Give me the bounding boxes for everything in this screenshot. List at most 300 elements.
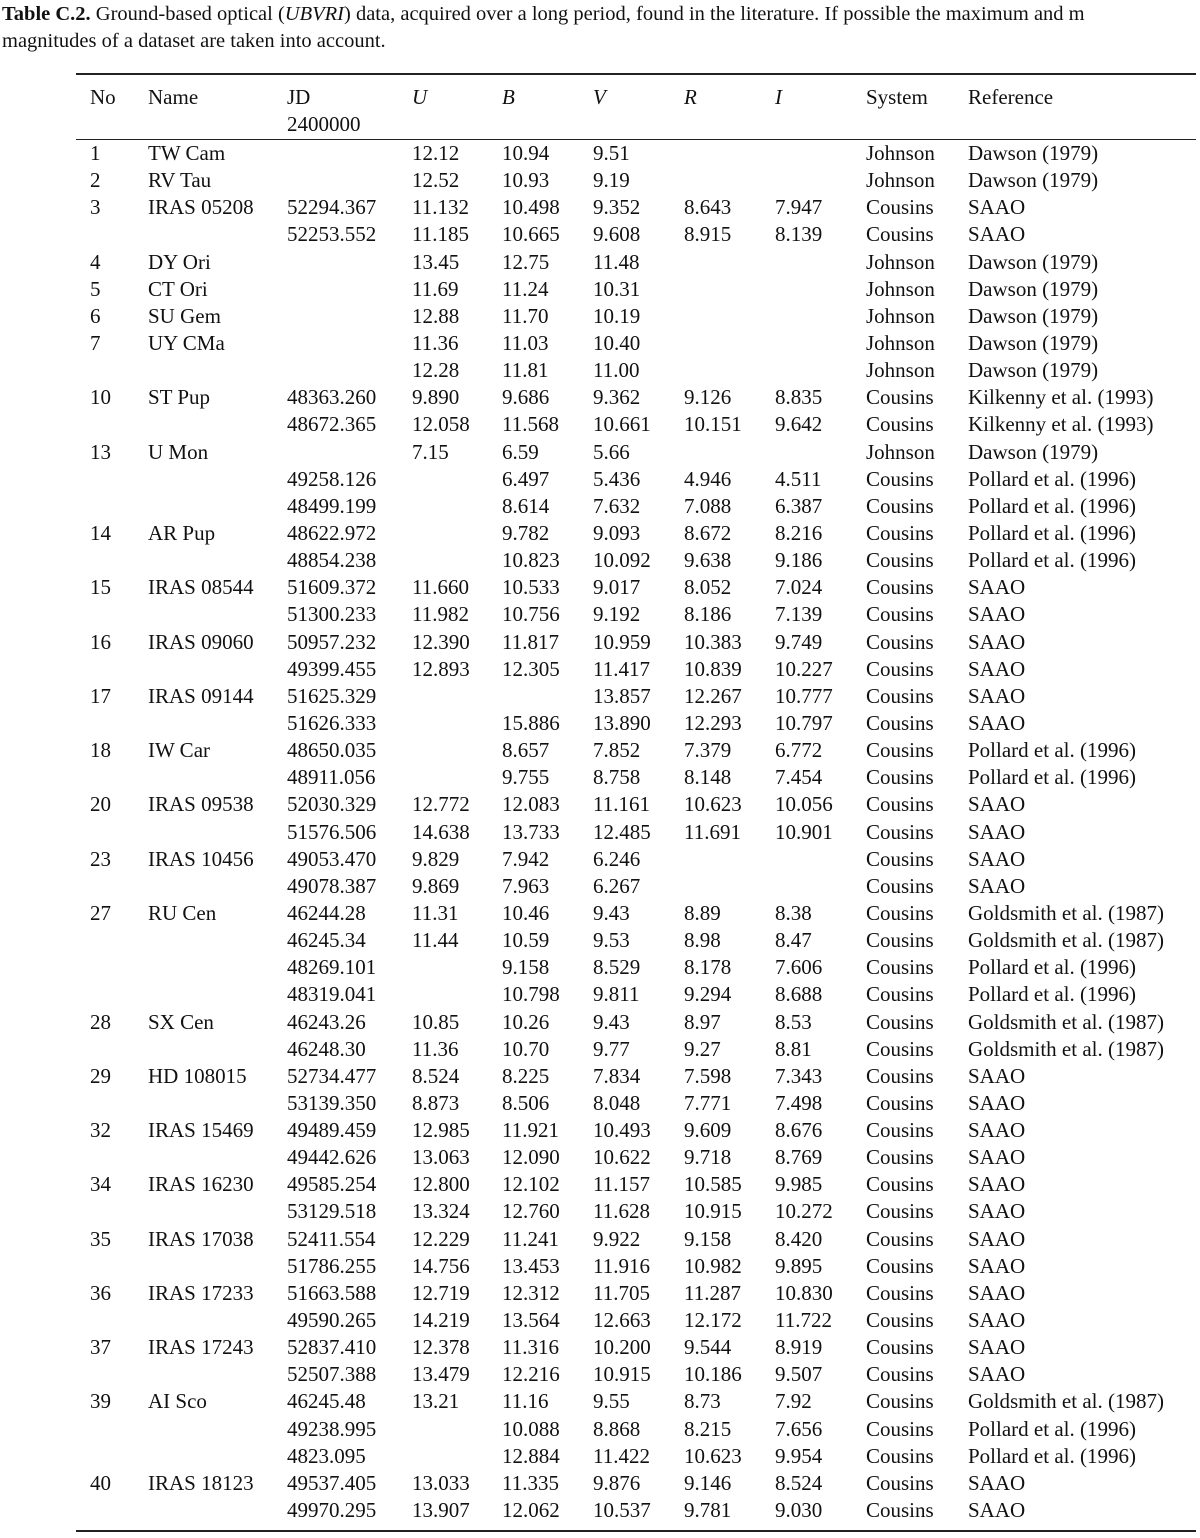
cell-u: 14.756	[412, 1253, 470, 1278]
cell-r: 8.97	[684, 1009, 721, 1034]
cell-reference: Goldsmith et al. (1987)	[968, 900, 1164, 925]
cell-b: 11.03	[502, 330, 549, 355]
cell-u: 13.21	[412, 1389, 460, 1414]
cell-jd: 51625.329	[287, 683, 377, 708]
cell-b: 12.216	[502, 1362, 560, 1387]
cell-r: 9.781	[684, 1498, 732, 1523]
cell-v: 7.632	[593, 493, 641, 518]
cell-r: 8.73	[684, 1389, 721, 1414]
cell-r: 11.691	[684, 819, 741, 844]
cell-name	[148, 1416, 287, 1443]
cell-i: 8.216	[775, 520, 823, 545]
cell-i: 7.454	[775, 765, 823, 790]
cell-no: 14	[90, 520, 111, 545]
table-row	[76, 1144, 1196, 1171]
cell-system: Cousins	[866, 955, 934, 980]
cell-no: 35	[90, 1226, 111, 1251]
cell-system: Johnson	[866, 303, 935, 328]
table-row	[76, 303, 1196, 330]
cell-b: 6.59	[502, 439, 539, 464]
cell-i	[775, 873, 866, 900]
cell-r	[684, 303, 775, 330]
cell-i: 7.024	[775, 575, 823, 600]
cell-system: Johnson	[866, 330, 935, 355]
cell-system: Cousins	[866, 1362, 934, 1387]
cell-v: 9.876	[593, 1470, 641, 1495]
cell-no	[76, 1416, 148, 1443]
cell-i: 10.777	[775, 683, 833, 708]
cell-no: 15	[90, 575, 111, 600]
cell-v: 10.40	[593, 330, 641, 355]
cell-no	[76, 981, 148, 1008]
cell-no: 28	[90, 1009, 111, 1034]
cell-i: 9.507	[775, 1362, 823, 1387]
cell-u: 12.378	[412, 1335, 470, 1360]
cell-v: 13.890	[593, 710, 651, 735]
cell-b: 6.497	[502, 466, 550, 491]
cell-jd: 49238.995	[287, 1416, 377, 1441]
cell-b: 12.760	[502, 1199, 560, 1224]
cell-jd: 46245.48	[287, 1389, 366, 1414]
cell-r: 12.293	[684, 710, 742, 735]
cell-jd: 46243.26	[287, 1009, 366, 1034]
table-row	[76, 167, 1196, 194]
cell-i	[775, 140, 866, 167]
table-row	[76, 1036, 1196, 1063]
cell-name	[148, 656, 287, 683]
cell-i: 10.830	[775, 1280, 833, 1305]
cell-reference: SAAO	[968, 1280, 1026, 1305]
table-row	[76, 221, 1196, 248]
cell-i: 6.772	[775, 738, 823, 763]
cell-name	[148, 1090, 287, 1117]
cell-b: 12.090	[502, 1145, 560, 1170]
cell-system: Cousins	[866, 1389, 934, 1414]
cell-reference: SAAO	[968, 1118, 1026, 1143]
cell-reference: SAAO	[968, 1090, 1026, 1115]
cell-reference: SAAO	[968, 1470, 1026, 1495]
cell-i: 8.38	[775, 900, 812, 925]
cell-system: Cousins	[866, 629, 934, 654]
cell-no	[76, 764, 148, 791]
cell-r: 10.151	[684, 412, 742, 437]
cell-no: 27	[90, 900, 111, 925]
cell-system: Cousins	[866, 1498, 934, 1523]
cell-jd: 48672.365	[287, 412, 377, 437]
cell-name	[148, 764, 287, 791]
cell-name: AR Pup	[148, 520, 216, 545]
cell-system: Cousins	[866, 1009, 934, 1034]
cell-system: Cousins	[866, 1253, 934, 1278]
cell-r: 10.186	[684, 1362, 742, 1387]
cell-jd: 46248.30	[287, 1036, 366, 1061]
cell-u	[412, 520, 502, 547]
cell-no	[76, 1497, 148, 1524]
cell-system: Cousins	[866, 1280, 934, 1305]
cell-reference: SAAO	[968, 222, 1026, 247]
cell-v: 10.092	[593, 548, 651, 573]
cell-v: 9.093	[593, 520, 641, 545]
cell-name: IRAS 15469	[148, 1118, 254, 1143]
header-reference: Reference	[968, 85, 1054, 109]
cell-jd: 49053.470	[287, 846, 377, 871]
cell-reference: SAAO	[968, 710, 1026, 735]
cell-no: 1	[90, 141, 101, 165]
cell-u	[412, 547, 502, 574]
cell-i: 8.81	[775, 1036, 812, 1061]
cell-reference: SAAO	[968, 629, 1026, 654]
cell-u: 12.52	[412, 168, 460, 193]
cell-u: 10.85	[412, 1009, 460, 1034]
cell-name: HD 108015	[148, 1063, 247, 1088]
cell-jd: 49489.459	[287, 1118, 377, 1143]
cell-u	[412, 764, 502, 791]
cell-u	[412, 710, 502, 737]
cell-name: RV Tau	[148, 168, 212, 193]
cell-r: 7.771	[684, 1090, 732, 1115]
cell-no: 34	[90, 1172, 111, 1197]
cell-jd: 49585.254	[287, 1172, 377, 1197]
cell-system: Cousins	[866, 1443, 934, 1468]
cell-reference: Pollard et al. (1996)	[968, 765, 1136, 790]
cell-name	[148, 357, 287, 384]
cell-jd: 46244.28	[287, 900, 366, 925]
cell-b: 10.823	[502, 548, 560, 573]
cell-no	[76, 656, 148, 683]
table-row	[76, 1361, 1196, 1388]
caption-text-b: ) data, acquired over a long period, found in the literature. If possible the maximum and m	[344, 3, 1085, 25]
cell-u: 11.31	[412, 900, 459, 925]
cell-b: 9.158	[502, 955, 550, 980]
cell-jd: 52507.388	[287, 1362, 377, 1387]
cell-system: Johnson	[866, 439, 935, 464]
cell-no	[76, 1198, 148, 1225]
cell-u: 12.28	[412, 358, 460, 383]
cell-system: Johnson	[866, 276, 935, 301]
cell-i: 6.387	[775, 493, 823, 518]
cell-u	[412, 737, 502, 764]
cell-b: 10.59	[502, 928, 550, 953]
cell-v: 10.200	[593, 1335, 651, 1360]
table-row	[76, 1497, 1196, 1524]
cell-u: 13.479	[412, 1362, 470, 1387]
cell-b: 11.568	[502, 412, 559, 437]
cell-v: 11.417	[593, 656, 650, 681]
cell-system: Cousins	[866, 683, 934, 708]
table-row	[76, 683, 1196, 710]
table-row	[76, 1009, 1196, 1036]
cell-reference: Pollard et al. (1996)	[968, 466, 1136, 491]
cell-r: 9.158	[684, 1226, 732, 1251]
table-row	[76, 791, 1196, 818]
cell-b: 11.921	[502, 1118, 559, 1143]
cell-b: 10.26	[502, 1009, 550, 1034]
cell-system: Cousins	[866, 656, 934, 681]
cell-b: 10.665	[502, 222, 560, 247]
cell-i: 8.139	[775, 222, 823, 247]
cell-v: 10.915	[593, 1362, 651, 1387]
cell-u: 12.12	[412, 141, 460, 165]
cell-name: IW Car	[148, 738, 211, 763]
header-b: B	[502, 85, 515, 109]
cell-i: 8.769	[775, 1145, 823, 1170]
cell-system: Cousins	[866, 195, 934, 220]
caption-line-2: magnitudes of a dataset are taken into account.	[2, 30, 386, 52]
cell-b: 11.70	[502, 303, 549, 328]
cell-u: 11.185	[412, 222, 469, 247]
cell-system: Johnson	[866, 168, 935, 193]
cell-system: Cousins	[866, 1036, 934, 1061]
cell-system: Cousins	[866, 385, 934, 410]
cell-reference: Kilkenny et al. (1993)	[968, 385, 1154, 410]
cell-no: 2	[90, 168, 101, 193]
cell-i: 7.343	[775, 1063, 823, 1088]
cell-no	[76, 411, 148, 438]
cell-b: 8.657	[502, 738, 550, 763]
cell-reference: Goldsmith et al. (1987)	[968, 928, 1164, 953]
cell-reference: SAAO	[968, 195, 1026, 220]
table-row	[76, 601, 1196, 628]
cell-b: 11.316	[502, 1335, 559, 1360]
cell-r: 8.915	[684, 222, 732, 247]
cell-name	[148, 1497, 287, 1524]
table-row	[76, 1253, 1196, 1280]
cell-system: Cousins	[866, 1172, 934, 1197]
cell-v: 9.811	[593, 982, 640, 1007]
table-row	[76, 819, 1196, 846]
cell-i	[775, 439, 866, 466]
cell-u: 9.829	[412, 846, 460, 871]
cell-name	[148, 954, 287, 981]
cell-name: IRAS 16230	[148, 1172, 254, 1197]
cell-b: 11.16	[502, 1389, 549, 1414]
cell-u: 8.873	[412, 1090, 460, 1115]
table-body	[76, 140, 1196, 1524]
cell-i: 7.947	[775, 195, 823, 220]
cell-jd: 53129.518	[287, 1199, 377, 1224]
cell-reference: Dawson (1979)	[968, 439, 1099, 464]
cell-reference: Dawson (1979)	[968, 303, 1099, 328]
cell-v: 11.157	[593, 1172, 650, 1197]
cell-r	[684, 439, 775, 466]
cell-v: 9.55	[593, 1389, 630, 1414]
cell-b: 8.225	[502, 1063, 550, 1088]
cell-reference: SAAO	[968, 1226, 1026, 1251]
cell-jd: 46245.34	[287, 928, 366, 953]
cell-v: 8.868	[593, 1416, 641, 1441]
cell-r: 12.172	[684, 1308, 742, 1333]
cell-b: 13.453	[502, 1253, 560, 1278]
cell-system: Cousins	[866, 1308, 934, 1333]
cell-reference: SAAO	[968, 846, 1026, 871]
cell-reference: SAAO	[968, 792, 1026, 817]
cell-v: 8.758	[593, 765, 641, 790]
cell-name	[148, 1253, 287, 1280]
cell-r: 7.598	[684, 1063, 732, 1088]
cell-name: ST Pup	[148, 385, 211, 410]
header-no: No	[90, 85, 116, 109]
cell-b: 8.506	[502, 1090, 550, 1115]
cell-r: 10.915	[684, 1199, 742, 1224]
cell-v: 12.663	[593, 1308, 651, 1333]
cell-r: 10.383	[684, 629, 742, 654]
table-row	[76, 1334, 1196, 1361]
cell-r: 8.89	[684, 900, 721, 925]
cell-name	[148, 601, 287, 628]
cell-u: 12.229	[412, 1226, 470, 1251]
table-row	[76, 1416, 1196, 1443]
cell-u: 12.772	[412, 792, 470, 817]
cell-system: Cousins	[866, 982, 934, 1007]
cell-jd	[287, 357, 412, 384]
cell-i: 10.056	[775, 792, 833, 817]
cell-r: 9.294	[684, 982, 732, 1007]
cell-name: SX Cen	[148, 1009, 214, 1034]
cell-u: 13.907	[412, 1498, 470, 1523]
table-row	[76, 1063, 1196, 1090]
cell-r	[684, 249, 775, 276]
cell-system: Cousins	[866, 1470, 934, 1495]
cell-u: 13.324	[412, 1199, 470, 1224]
cell-system: Cousins	[866, 1090, 934, 1115]
cell-v: 11.422	[593, 1443, 650, 1468]
table-row	[76, 466, 1196, 493]
cell-system: Cousins	[866, 819, 934, 844]
cell-system: Cousins	[866, 548, 934, 573]
cell-r	[684, 276, 775, 303]
cell-system: Cousins	[866, 900, 934, 925]
cell-name	[148, 1036, 287, 1063]
cell-b: 11.81	[502, 358, 549, 383]
cell-reference: SAAO	[968, 1362, 1026, 1387]
table-row	[76, 1198, 1196, 1225]
cell-no	[76, 357, 148, 384]
cell-no: 17	[90, 683, 111, 708]
cell-system: Cousins	[866, 1118, 934, 1143]
cell-b: 11.24	[502, 276, 549, 301]
cell-reference: Goldsmith et al. (1987)	[968, 1389, 1164, 1414]
cell-system: Cousins	[866, 873, 934, 898]
cell-v: 9.43	[593, 900, 630, 925]
cell-u: 12.390	[412, 629, 470, 654]
cell-reference: SAAO	[968, 602, 1026, 627]
cell-b: 11.335	[502, 1470, 559, 1495]
cell-no	[76, 547, 148, 574]
cell-r: 12.267	[684, 683, 742, 708]
cell-name: IRAS 17233	[148, 1280, 254, 1305]
cell-name: DY Ori	[148, 249, 211, 274]
table-row	[76, 1171, 1196, 1198]
cell-name: IRAS 17038	[148, 1226, 254, 1251]
cell-r: 8.178	[684, 955, 732, 980]
cell-reference: Pollard et al. (1996)	[968, 548, 1136, 573]
cell-no	[76, 493, 148, 520]
cell-b: 9.782	[502, 520, 550, 545]
cell-reference: Pollard et al. (1996)	[968, 955, 1136, 980]
cell-v: 9.51	[593, 141, 630, 165]
cell-no	[76, 710, 148, 737]
cell-name: IRAS 09060	[148, 629, 254, 654]
cell-jd	[287, 140, 412, 167]
cell-v: 10.622	[593, 1145, 651, 1170]
cell-jd: 48854.238	[287, 548, 377, 573]
cell-r: 10.585	[684, 1172, 742, 1197]
cell-reference: Pollard et al. (1996)	[968, 520, 1136, 545]
cell-no	[76, 601, 148, 628]
cell-name: CT Ori	[148, 276, 208, 301]
cell-i: 4.511	[775, 466, 822, 491]
cell-v: 5.66	[593, 439, 630, 464]
table-bottom-rule	[76, 1530, 1196, 1532]
cell-reference: SAAO	[968, 1253, 1026, 1278]
cell-jd: 49399.455	[287, 656, 377, 681]
cell-reference: SAAO	[968, 1145, 1026, 1170]
cell-system: Cousins	[866, 928, 934, 953]
cell-u: 12.985	[412, 1118, 470, 1143]
cell-r	[684, 357, 775, 384]
cell-b: 10.088	[502, 1416, 560, 1441]
cell-system: Cousins	[866, 792, 934, 817]
cell-b: 10.70	[502, 1036, 550, 1061]
cell-no	[76, 954, 148, 981]
cell-b	[502, 683, 593, 710]
cell-v: 9.43	[593, 1009, 630, 1034]
cell-no: 18	[90, 738, 111, 763]
cell-jd: 49442.626	[287, 1145, 377, 1170]
cell-r: 10.839	[684, 656, 742, 681]
cell-jd: 49078.387	[287, 873, 377, 898]
cell-u	[412, 954, 502, 981]
cell-system: Cousins	[866, 1145, 934, 1170]
table-row	[76, 710, 1196, 737]
table-row	[76, 384, 1196, 411]
cell-jd: 48622.972	[287, 520, 377, 545]
cell-jd	[287, 249, 412, 276]
cell-no: 39	[90, 1389, 111, 1414]
cell-reference: SAAO	[968, 656, 1026, 681]
cell-i: 8.53	[775, 1009, 812, 1034]
cell-system: Cousins	[866, 1226, 934, 1251]
cell-no: 13	[90, 439, 111, 464]
cell-jd: 51663.588	[287, 1280, 377, 1305]
cell-no	[76, 873, 148, 900]
cell-name: IRAS 05208	[148, 195, 254, 220]
cell-jd: 4823.095	[287, 1443, 366, 1468]
header-name: Name	[148, 85, 199, 109]
cell-v: 9.192	[593, 602, 641, 627]
cell-i: 8.420	[775, 1226, 823, 1251]
cell-no	[76, 1090, 148, 1117]
cell-u: 7.15	[412, 439, 449, 464]
cell-reference: Goldsmith et al. (1987)	[968, 1009, 1164, 1034]
caption-label: Table C.2.	[2, 3, 91, 25]
cell-jd: 52253.552	[287, 222, 377, 247]
cell-i: 8.835	[775, 385, 823, 410]
cell-i: 9.954	[775, 1443, 823, 1468]
cell-name: AI Sco	[148, 1389, 207, 1414]
cell-u: 11.36	[412, 1036, 459, 1061]
cell-u: 11.44	[412, 928, 459, 953]
cell-no	[76, 1361, 148, 1388]
cell-jd: 48650.035	[287, 738, 377, 763]
cell-u	[412, 683, 502, 710]
cell-i: 7.498	[775, 1090, 823, 1115]
cell-reference: SAAO	[968, 1498, 1026, 1523]
cell-reference: SAAO	[968, 873, 1026, 898]
cell-i	[775, 357, 866, 384]
cell-reference: SAAO	[968, 683, 1026, 708]
cell-b: 10.46	[502, 900, 550, 925]
